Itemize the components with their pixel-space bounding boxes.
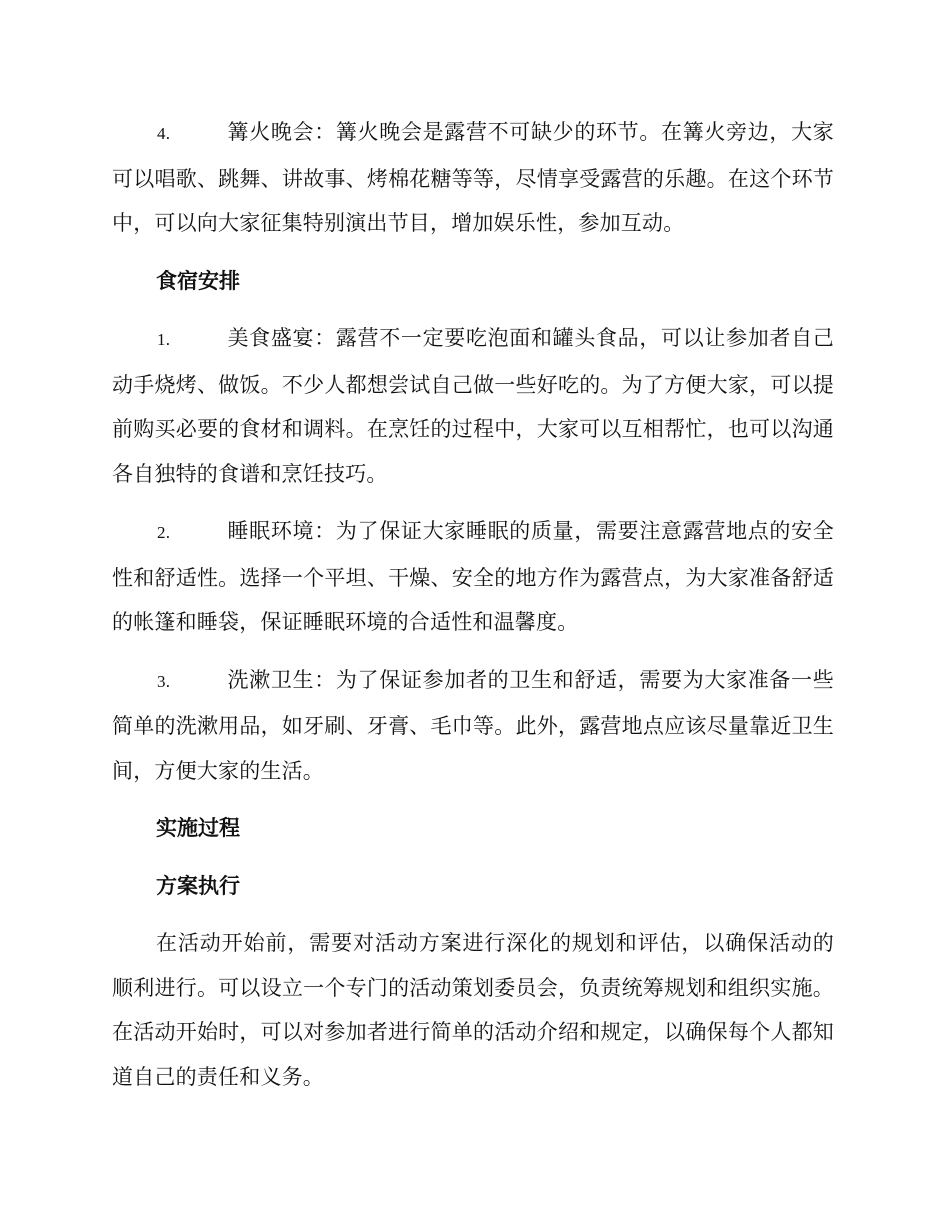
list-item-campfire	[112, 110, 834, 246]
section-heading-food-lodging: 食宿安排	[156, 268, 240, 293]
list-item-number: 1.	[157, 330, 171, 349]
list-item-number: 2.	[157, 523, 171, 542]
list-item-number: 3.	[157, 671, 171, 691]
list-item-number: 4.	[157, 124, 171, 143]
section-heading-execution: 方案执行	[156, 873, 240, 898]
list-item-text: 睡眠环境：为了保证大家睡眠的质量，需要注意露营地点的安全性和舒适性。选择一个平坦、干燥、安全的地方作为露营点，为大家准备舒适的帐篷和睡袋，保证睡眠环境的合适性和温馨度。	[112, 519, 834, 634]
document-body	[112, 110, 834, 1112]
list-item-text: 洗漱卫生：为了保证参加者的卫生和舒适，需要为大家准备一些简单的洗漱用品，如牙刷、牙膏、毛巾等。此外，露营地点应该尽量靠近卫生间，方便大家的生活。	[112, 667, 834, 783]
list-item-hygiene	[112, 658, 834, 794]
list-item-text: 篝火晚会：篝火晚会是露营不可缺少的环节。在篝火旁边，大家可以唱歌、跳舞、讲故事、烤棉花糖等等，尽情享受露营的乐趣。在这个环节中，可以向大家征集特别演出节目，增加娱乐性，参加互动。	[112, 120, 834, 235]
list-item-text: 美食盛宴：露营不一定要吃泡面和罐头食品，可以让参加者自己动手烧烤、做饭。不少人都想尝试自己做一些好吃的。为了方便大家，可以提前购买必要的食材和调料。在烹饪的过程中，大家可以互相帮忙，也可以沟通各自独特的食谱和烹饪技巧。	[112, 326, 834, 486]
body-paragraph-execution: 在活动开始前，需要对活动方案进行深化的规划和评估，以确保活动的顺利进行。可以设立一个专门的活动策划委员会，负责统筹规划和组织实施。在活动开始时，可以对参加者进行简单的活动介绍和规定，以确保每个人都知道自己的责任和义务。	[112, 931, 834, 1089]
section-heading-implementation: 实施过程	[156, 816, 240, 840]
list-item-sleep	[112, 509, 834, 645]
list-item-feast	[112, 316, 834, 496]
